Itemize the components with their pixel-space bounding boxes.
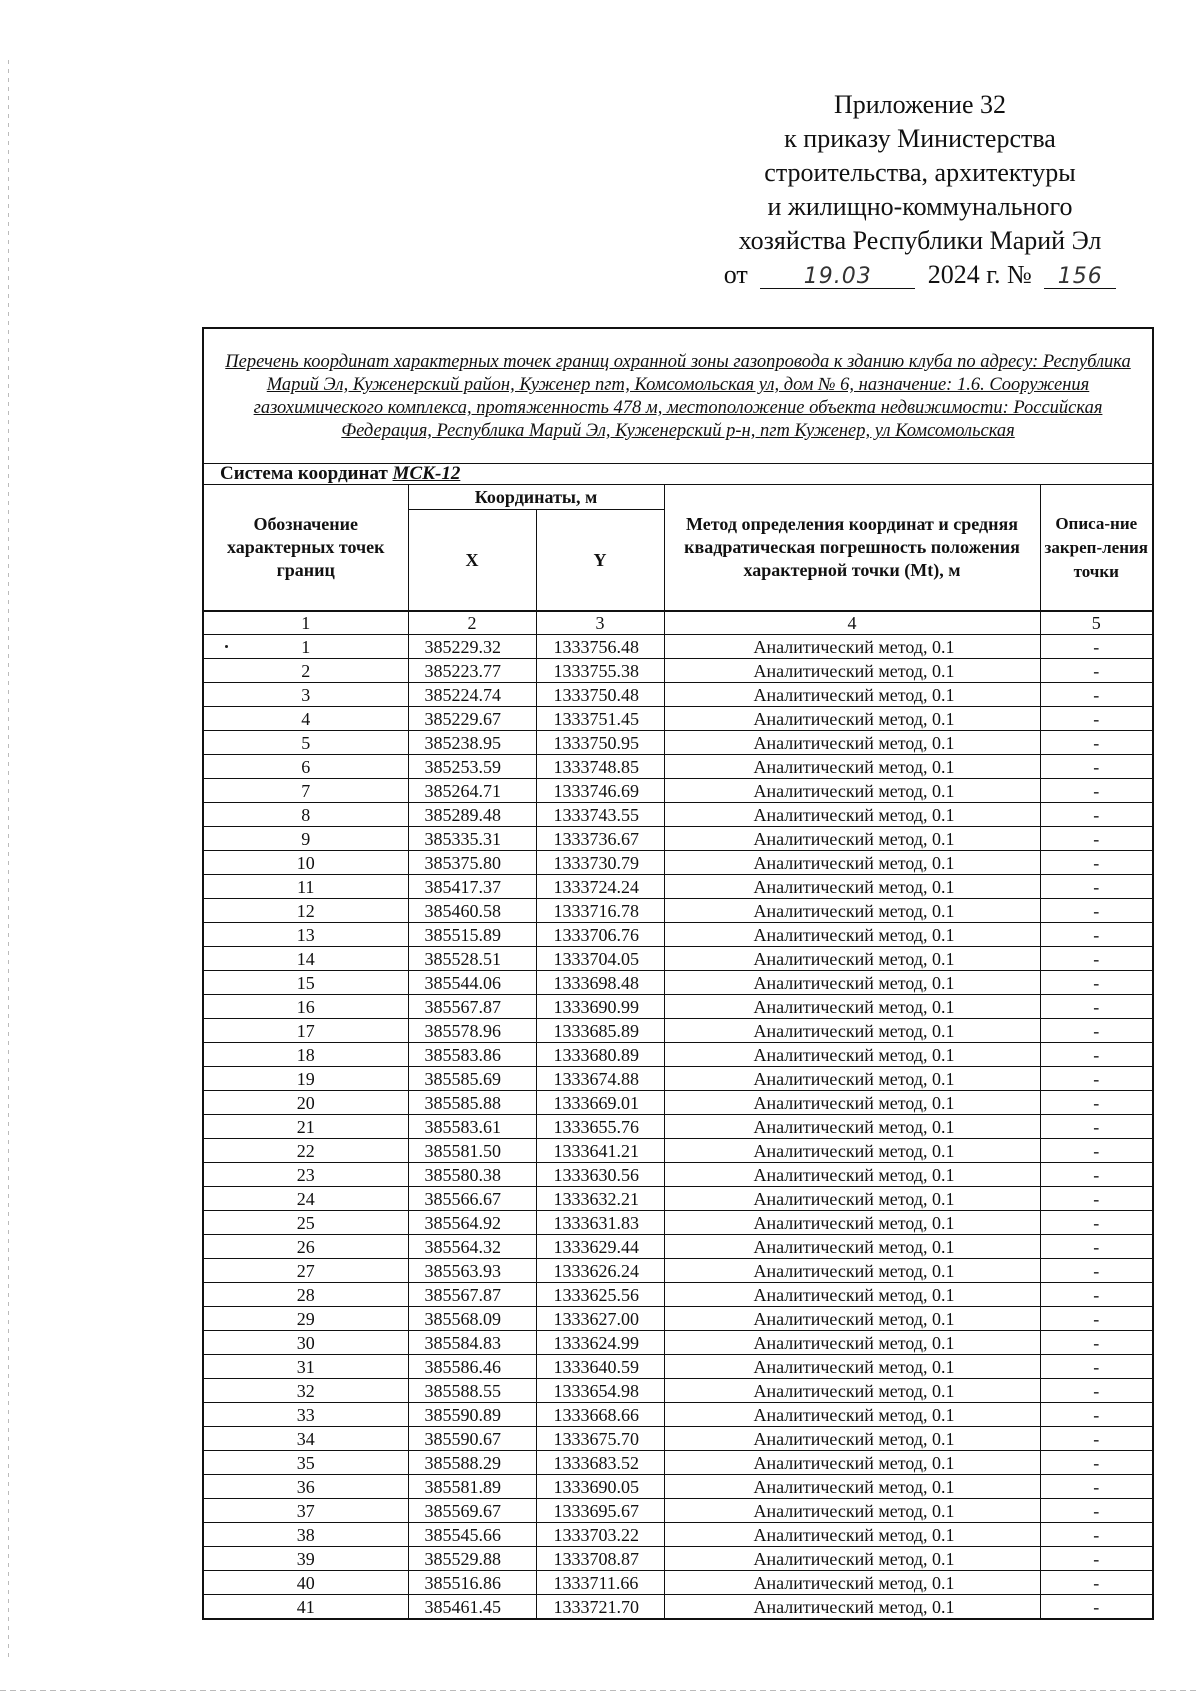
column-number: 4 [664,611,1040,635]
y-coordinate-cell: 1333640.59 [536,1355,664,1379]
y-coordinate-cell: 1333629.44 [536,1235,664,1259]
coordinate-system-value: МСК-12 [392,463,461,484]
description-cell: - [1040,1067,1153,1091]
method-cell: Аналитический метод, 0.1 [664,1427,1040,1451]
y-coordinate-cell: 1333630.56 [536,1163,664,1187]
description-cell: - [1040,1571,1153,1595]
point-number-cell: 8 [203,803,408,827]
table-row [203,1235,1153,1259]
x-coordinate-cell: 385564.32 [408,1235,536,1259]
y-coordinate-cell: 1333736.67 [536,827,664,851]
point-number-cell: 33 [203,1403,408,1427]
method-cell: Аналитический метод, 0.1 [664,923,1040,947]
description-cell: - [1040,1187,1153,1211]
method-cell: Аналитический метод, 0.1 [664,1043,1040,1067]
coordinate-system-label: Система координат [220,463,388,484]
table-row [203,827,1153,851]
method-cell: Аналитический метод, 0.1 [664,875,1040,899]
point-number-cell: 22 [203,1139,408,1163]
method-cell: Аналитический метод, 0.1 [664,1595,1040,1620]
table-row [203,1067,1153,1091]
method-cell: Аналитический метод, 0.1 [664,1523,1040,1547]
method-cell: Аналитический метод, 0.1 [664,995,1040,1019]
table-row [203,1163,1153,1187]
y-coordinate-cell: 1333706.76 [536,923,664,947]
table-row [203,995,1153,1019]
col-coordinates-header: Координаты, м [408,485,664,510]
table-row [203,1115,1153,1139]
point-number-cell: 21 [203,1115,408,1139]
table-row [203,1499,1153,1523]
number-handwritten: 156 [1057,264,1103,289]
x-coordinate-cell: 385567.87 [408,1283,536,1307]
description-cell: - [1040,1019,1153,1043]
point-number-cell: 27 [203,1259,408,1283]
method-cell: Аналитический метод, 0.1 [664,827,1040,851]
description-cell: - [1040,995,1153,1019]
method-cell: Аналитический метод, 0.1 [664,1163,1040,1187]
y-coordinate-cell: 1333655.76 [536,1115,664,1139]
table-row [203,899,1153,923]
table-row [203,1379,1153,1403]
y-coordinate-cell: 1333654.98 [536,1379,664,1403]
point-number-cell: 23 [203,1163,408,1187]
x-coordinate-cell: 385586.46 [408,1355,536,1379]
description-cell: - [1040,755,1153,779]
x-coordinate-cell: 385375.80 [408,851,536,875]
x-coordinate-cell: 385460.58 [408,899,536,923]
col-y-header: Y [536,510,664,612]
method-cell: Аналитический метод, 0.1 [664,1211,1040,1235]
y-coordinate-cell: 1333683.52 [536,1451,664,1475]
y-coordinate-cell: 1333703.22 [536,1523,664,1547]
x-coordinate-cell: 385581.89 [408,1475,536,1499]
point-number-cell: 18 [203,1043,408,1067]
y-coordinate-cell: 1333721.70 [536,1595,664,1620]
method-cell: Аналитический метод, 0.1 [664,971,1040,995]
point-number-cell: 14 [203,947,408,971]
table-row [203,1547,1153,1571]
y-coordinate-cell: 1333631.83 [536,1211,664,1235]
description-cell: - [1040,1379,1153,1403]
y-coordinate-cell: 1333750.48 [536,683,664,707]
method-cell: Аналитический метод, 0.1 [664,1403,1040,1427]
x-coordinate-cell: 385588.29 [408,1451,536,1475]
description-cell: - [1040,899,1153,923]
table-row [203,1427,1153,1451]
point-number-cell: 13 [203,923,408,947]
description-cell: - [1040,1523,1153,1547]
x-coordinate-cell: 385583.61 [408,1115,536,1139]
description-cell: - [1040,707,1153,731]
description-cell: - [1040,1499,1153,1523]
method-cell: Аналитический метод, 0.1 [664,947,1040,971]
point-number-cell: 30 [203,1331,408,1355]
col-designation-header: Обозначение характерных точек границ [203,485,408,612]
x-coordinate-cell: 385584.83 [408,1331,536,1355]
x-coordinate-cell: 385529.88 [408,1547,536,1571]
x-coordinate-cell: 385569.67 [408,1499,536,1523]
description-cell: - [1040,803,1153,827]
point-number-cell: 41 [203,1595,408,1620]
x-coordinate-cell: 385461.45 [408,1595,536,1620]
x-coordinate-cell: 385224.74 [408,683,536,707]
x-coordinate-cell: 385544.06 [408,971,536,995]
description-cell: - [1040,1043,1153,1067]
date-field [760,258,915,289]
table-row [203,635,1153,659]
table-row [203,1043,1153,1067]
description-cell: - [1040,1595,1153,1620]
y-coordinate-cell: 1333669.01 [536,1091,664,1115]
method-cell: Аналитический метод, 0.1 [664,1235,1040,1259]
x-coordinate-cell: 385563.93 [408,1259,536,1283]
description-cell: - [1040,1547,1153,1571]
x-coordinate-cell: 385289.48 [408,803,536,827]
description-cell: - [1040,947,1153,971]
y-coordinate-cell: 1333716.78 [536,899,664,923]
table-row [203,1523,1153,1547]
x-coordinate-cell: 385585.88 [408,1091,536,1115]
y-coordinate-cell: 1333690.05 [536,1475,664,1499]
y-coordinate-cell: 1333755.38 [536,659,664,683]
table-row [203,1307,1153,1331]
method-cell: Аналитический метод, 0.1 [664,899,1040,923]
column-number: 3 [536,611,664,635]
x-coordinate-cell: 385335.31 [408,827,536,851]
table-row [203,1187,1153,1211]
x-coordinate-cell: 385564.92 [408,1211,536,1235]
y-coordinate-cell: 1333751.45 [536,707,664,731]
col-x-header: X [408,510,536,612]
description-cell: - [1040,1235,1153,1259]
coordinates-rows [203,635,1153,1620]
method-cell: Аналитический метод, 0.1 [664,803,1040,827]
method-cell: Аналитический метод, 0.1 [664,1331,1040,1355]
table-row [203,1211,1153,1235]
description-cell: - [1040,1115,1153,1139]
table-row [203,1571,1153,1595]
method-cell: Аналитический метод, 0.1 [664,1355,1040,1379]
y-coordinate-cell: 1333674.88 [536,1067,664,1091]
table-row [203,755,1153,779]
point-number-cell: 37 [203,1499,408,1523]
point-number-cell: 10 [203,851,408,875]
y-coordinate-cell: 1333625.56 [536,1283,664,1307]
table-row [203,851,1153,875]
description-cell: - [1040,1211,1153,1235]
y-coordinate-cell: 1333708.87 [536,1547,664,1571]
y-coordinate-cell: 1333627.00 [536,1307,664,1331]
point-number-cell: 9 [203,827,408,851]
method-cell: Аналитический метод, 0.1 [664,1451,1040,1475]
method-cell: Аналитический метод, 0.1 [664,851,1040,875]
x-coordinate-cell: 385253.59 [408,755,536,779]
scan-edge-left [8,60,9,1660]
description-cell: - [1040,1091,1153,1115]
point-number-cell: 40 [203,1571,408,1595]
method-cell: Аналитический метод, 0.1 [664,755,1040,779]
method-cell: Аналитический метод, 0.1 [664,659,1040,683]
col-method-header: Метод определения координат и средняя квадратическая погрешность положения характерной точки (Mt), м [664,485,1040,612]
y-coordinate-cell: 1333675.70 [536,1427,664,1451]
description-cell: - [1040,923,1153,947]
method-cell: Аналитический метод, 0.1 [664,1067,1040,1091]
method-cell: Аналитический метод, 0.1 [664,1187,1040,1211]
x-coordinate-cell: 385566.67 [408,1187,536,1211]
table-row [203,1355,1153,1379]
description-cell: - [1040,827,1153,851]
x-coordinate-cell: 385567.87 [408,995,536,1019]
description-cell: - [1040,1451,1153,1475]
y-coordinate-cell: 1333750.95 [536,731,664,755]
description-cell: - [1040,1163,1153,1187]
y-coordinate-cell: 1333632.21 [536,1187,664,1211]
x-coordinate-cell: 385580.38 [408,1163,536,1187]
point-number-cell: 20 [203,1091,408,1115]
y-coordinate-cell: 1333641.21 [536,1139,664,1163]
table-row [203,1451,1153,1475]
table-row [203,1403,1153,1427]
method-cell: Аналитический метод, 0.1 [664,1379,1040,1403]
point-number-cell: 16 [203,995,408,1019]
order-date-line [700,258,1140,292]
y-coordinate-cell: 1333711.66 [536,1571,664,1595]
point-number-cell: 5 [203,731,408,755]
table-row [203,947,1153,971]
table-title: Перечень координат характерных точек границ охранной зоны газопровода к зданию клуба по адресу: Республика Марий Эл, Куженерский район, Куженер пгт, Комсомольская ул, дом № 6, назначение: 1.6. Сооружения газохимического комплекса, протяженность 478 м, местоположение объекта недвижимости: Российская Федерация, Республика Марий Эл, Куженерский р-н, пгт Куженер, ул Комсомольская [203,328,1153,464]
y-coordinate-cell: 1333668.66 [536,1403,664,1427]
method-cell: Аналитический метод, 0.1 [664,731,1040,755]
table-row [203,1595,1153,1620]
y-coordinate-cell: 1333698.48 [536,971,664,995]
method-cell: Аналитический метод, 0.1 [664,1499,1040,1523]
table-row [203,1259,1153,1283]
order-number-field [1044,258,1116,289]
x-coordinate-cell: 385588.55 [408,1379,536,1403]
point-number-cell: 2 [203,659,408,683]
coordinate-system-row [203,464,1153,485]
point-number-cell: 12 [203,899,408,923]
point-number-cell: 34 [203,1427,408,1451]
point-number-cell: 28 [203,1283,408,1307]
table-row [203,1475,1153,1499]
description-cell: - [1040,1139,1153,1163]
table-row [203,971,1153,995]
y-coordinate-cell: 1333695.67 [536,1499,664,1523]
description-cell: - [1040,659,1153,683]
column-number: 5 [1040,611,1153,635]
appendix-header [700,88,1140,292]
year-number-label: 2024 г. № [927,260,1032,289]
table-row [203,779,1153,803]
method-cell: Аналитический метод, 0.1 [664,1283,1040,1307]
table-row [203,1091,1153,1115]
ministry-name-2: и жилищно-коммунального [767,192,1073,221]
description-cell: - [1040,1475,1153,1499]
table-row [203,683,1153,707]
column-number: 1 [203,611,408,635]
description-cell: - [1040,779,1153,803]
appendix-title: Приложение 32 [833,90,1007,119]
point-number-cell: 31 [203,1355,408,1379]
y-coordinate-cell: 1333724.24 [536,875,664,899]
method-cell: Аналитический метод, 0.1 [664,1475,1040,1499]
table-row [203,1331,1153,1355]
method-cell: Аналитический метод, 0.1 [664,1571,1040,1595]
point-number-cell: 17 [203,1019,408,1043]
table-row [203,803,1153,827]
point-number-cell: 3 [203,683,408,707]
y-coordinate-cell: 1333624.99 [536,1331,664,1355]
description-cell: - [1040,1403,1153,1427]
description-cell: - [1040,1307,1153,1331]
col-description-header: Описа-ние закреп-ления точки [1040,485,1153,612]
point-number-cell: 15 [203,971,408,995]
column-number: 2 [408,611,536,635]
description-cell: - [1040,1355,1153,1379]
x-coordinate-cell: 385578.96 [408,1019,536,1043]
point-number-cell: 11 [203,875,408,899]
x-coordinate-cell: 385528.51 [408,947,536,971]
x-coordinate-cell: 385264.71 [408,779,536,803]
point-number-cell: 26 [203,1235,408,1259]
table-row [203,1139,1153,1163]
point-number-cell: 24 [203,1187,408,1211]
date-prefix: от [723,260,748,289]
column-number-row [203,611,1153,635]
method-cell: Аналитический метод, 0.1 [664,635,1040,659]
point-number-cell: 1 [203,635,408,659]
method-cell: Аналитический метод, 0.1 [664,1091,1040,1115]
table-row [203,1019,1153,1043]
point-number-cell: 19 [203,1067,408,1091]
x-coordinate-cell: 385581.50 [408,1139,536,1163]
y-coordinate-cell: 1333743.55 [536,803,664,827]
description-cell: - [1040,1427,1153,1451]
y-coordinate-cell: 1333730.79 [536,851,664,875]
method-cell: Аналитический метод, 0.1 [664,1259,1040,1283]
method-cell: Аналитический метод, 0.1 [664,1307,1040,1331]
table-row [203,707,1153,731]
x-coordinate-cell: 385238.95 [408,731,536,755]
description-cell: - [1040,731,1153,755]
ministry-name-1: строительства, архитектуры [764,158,1076,187]
point-number-cell: 36 [203,1475,408,1499]
x-coordinate-cell: 385516.86 [408,1571,536,1595]
y-coordinate-cell: 1333685.89 [536,1019,664,1043]
y-coordinate-cell: 1333704.05 [536,947,664,971]
y-coordinate-cell: 1333680.89 [536,1043,664,1067]
description-cell: - [1040,851,1153,875]
method-cell: Аналитический метод, 0.1 [664,1139,1040,1163]
y-coordinate-cell: 1333626.24 [536,1259,664,1283]
point-number-cell: 39 [203,1547,408,1571]
method-cell: Аналитический метод, 0.1 [664,707,1040,731]
y-coordinate-cell: 1333756.48 [536,635,664,659]
point-number-cell: 29 [203,1307,408,1331]
description-cell: - [1040,1331,1153,1355]
scan-edge-bottom [0,1690,1200,1691]
x-coordinate-cell: 385229.67 [408,707,536,731]
table-row [203,923,1153,947]
method-cell: Аналитический метод, 0.1 [664,683,1040,707]
description-cell: - [1040,635,1153,659]
y-coordinate-cell: 1333690.99 [536,995,664,1019]
point-number-cell: 25 [203,1211,408,1235]
description-cell: - [1040,1259,1153,1283]
x-coordinate-cell: 385515.89 [408,923,536,947]
x-coordinate-cell: 385590.67 [408,1427,536,1451]
x-coordinate-cell: 385229.32 [408,635,536,659]
x-coordinate-cell: 385583.86 [408,1043,536,1067]
coordinates-table [202,327,1154,1620]
x-coordinate-cell: 385417.37 [408,875,536,899]
description-cell: - [1040,971,1153,995]
point-number-cell: 6 [203,755,408,779]
description-cell: - [1040,875,1153,899]
method-cell: Аналитический метод, 0.1 [664,1115,1040,1139]
table-row [203,875,1153,899]
description-cell: - [1040,683,1153,707]
order-reference: к приказу Министерства [784,124,1056,153]
ministry-name-3: хозяйства Республики Марий Эл [738,226,1102,255]
x-coordinate-cell: 385223.77 [408,659,536,683]
point-number-cell: 38 [203,1523,408,1547]
method-cell: Аналитический метод, 0.1 [664,1019,1040,1043]
method-cell: Аналитический метод, 0.1 [664,1547,1040,1571]
table-row [203,1283,1153,1307]
point-number-cell: 32 [203,1379,408,1403]
point-number-cell: 35 [203,1451,408,1475]
y-coordinate-cell: 1333746.69 [536,779,664,803]
x-coordinate-cell: 385545.66 [408,1523,536,1547]
point-number-cell: 7 [203,779,408,803]
date-handwritten: 19.03 [803,264,872,289]
x-coordinate-cell: 385568.09 [408,1307,536,1331]
point-number-cell: 4 [203,707,408,731]
table-row [203,659,1153,683]
table-row [203,731,1153,755]
method-cell: Аналитический метод, 0.1 [664,779,1040,803]
y-coordinate-cell: 1333748.85 [536,755,664,779]
description-cell: - [1040,1283,1153,1307]
x-coordinate-cell: 385585.69 [408,1067,536,1091]
x-coordinate-cell: 385590.89 [408,1403,536,1427]
